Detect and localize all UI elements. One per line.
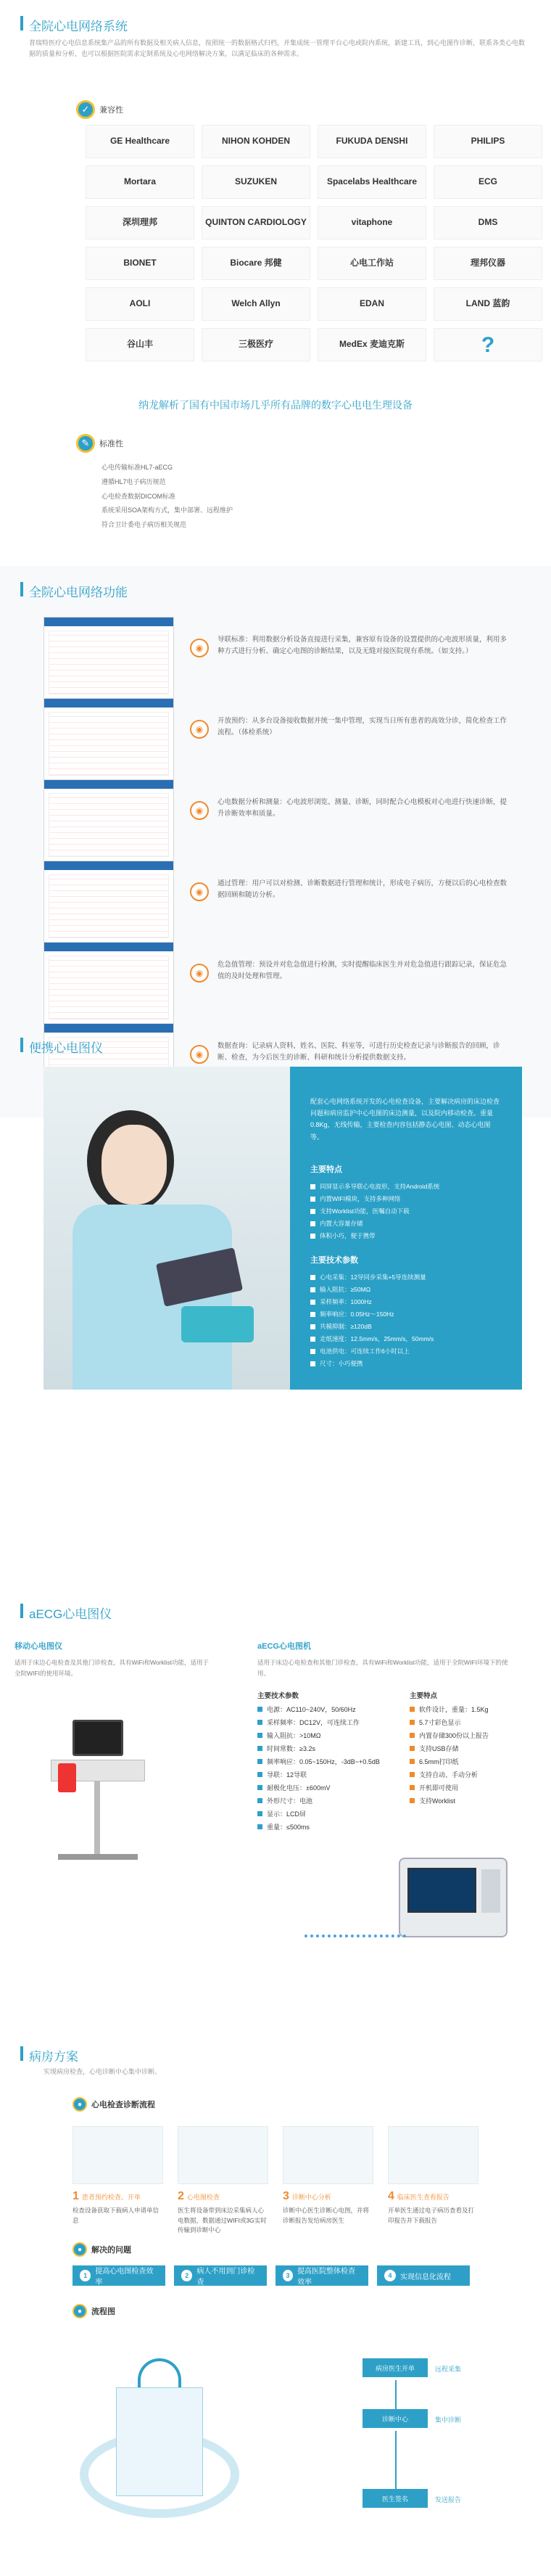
portable-ecg-hero	[44, 1067, 522, 1390]
bullet-icon	[257, 1772, 262, 1777]
spec-text: 同屏显示多导联心电波形，支持Android系统	[320, 1182, 440, 1190]
cart-cable	[58, 1763, 76, 1792]
section-marker	[20, 16, 23, 30]
spec-item	[310, 1218, 500, 1230]
process-title-badge	[72, 2304, 115, 2318]
problem-text: 病人不用到门诊检查	[196, 2268, 255, 2286]
feature-text: 危急值管理：预设并对危急值进行检测，实时提醒临床医生并对危急值进行跟踪记录，保证危急值的及时处理和管理。	[218, 961, 508, 981]
brand-logo: Welch Allyn	[202, 287, 310, 321]
problem-icon: ●	[72, 2242, 87, 2257]
spec-item	[257, 1755, 395, 1768]
cart-monitor	[72, 1720, 123, 1756]
step-number: 3	[283, 2190, 289, 2202]
spec-item	[310, 1296, 500, 1308]
bullet-icon	[410, 1785, 415, 1790]
spec-text: 6.5mm打印纸	[419, 1757, 459, 1765]
cart-base	[58, 1854, 138, 1860]
spec-text: 输入阻抗：>10MΩ	[267, 1731, 321, 1739]
aecg-tech-list	[257, 1703, 395, 1834]
flow-label-collect: 远程采集	[435, 2366, 462, 2373]
std-label: 标准性	[99, 440, 123, 448]
brand-logo: GE Healthcare	[86, 125, 194, 158]
device-screen	[407, 1868, 476, 1913]
feature-screenshot	[44, 698, 174, 784]
flow-icon: ●	[72, 2097, 87, 2112]
bullet-icon	[410, 1746, 415, 1751]
problem-number: 4	[384, 2270, 396, 2281]
hospital-building	[116, 2387, 203, 2496]
step-header	[72, 2190, 141, 2203]
brand-logo: Biocare 邦健	[202, 247, 310, 280]
flow-box-ward: 病房医生开单	[362, 2358, 428, 2377]
brand-logo: ECG	[434, 165, 542, 199]
spec-item	[410, 1755, 533, 1768]
bullet-icon	[310, 1209, 315, 1214]
spec-text: 开机即可使用	[419, 1784, 459, 1792]
section-marker	[20, 1038, 23, 1052]
spec-text: 共模抑制：≥120dB	[320, 1322, 372, 1330]
spec-text: 显示：LCD屏	[267, 1810, 307, 1818]
bullet-icon	[257, 1811, 262, 1816]
spec-text: 尺寸：小巧便携	[320, 1359, 363, 1367]
feature-screenshot	[44, 617, 174, 702]
flow-box-center: 诊断中心	[362, 2409, 428, 2428]
section-network-system	[0, 0, 551, 448]
spec-item	[310, 1181, 500, 1193]
spec-item	[257, 1742, 395, 1755]
cart-pole	[94, 1781, 100, 1854]
brand-logo: FUKUDA DENSHI	[318, 125, 426, 158]
brand-logo: Mortara	[86, 165, 194, 199]
step-number: 2	[178, 2190, 184, 2202]
spec-item	[310, 1358, 500, 1370]
ecg-module	[181, 1306, 254, 1342]
feature-screenshot	[44, 779, 174, 865]
spec-text: 重量：≤500ms	[267, 1823, 310, 1831]
section-title: aECG心电图仪	[29, 1607, 112, 1621]
bullet-icon	[310, 1312, 315, 1317]
bullet-icon	[257, 1759, 262, 1764]
compat-icon: ✓	[76, 100, 95, 119]
section-marker	[20, 582, 23, 596]
problem-number: 1	[80, 2270, 91, 2281]
spec-item	[410, 1794, 533, 1808]
brand-logo: vitaphone	[318, 206, 426, 239]
process-icon: ●	[72, 2304, 87, 2318]
spec-text: 耐极化电压：±600mV	[267, 1784, 331, 1792]
ward-intro: 实现病房检查，心电诊断中心集中诊断。	[44, 2068, 162, 2075]
spec-item	[410, 1742, 533, 1755]
bullet-icon	[257, 1798, 262, 1803]
brand-logo: 三极医疗	[202, 328, 310, 361]
spec-item	[257, 1716, 395, 1729]
flow-title-badge	[72, 2097, 155, 2112]
spec-text: 导联：12导联	[267, 1771, 307, 1779]
spec-text: 外形尺寸：电池	[267, 1797, 313, 1805]
brand-logo: QUINTON CARDIOLOGY	[202, 206, 310, 239]
spec-text: 采样频率：DC12V，可连续工作	[267, 1718, 360, 1726]
brand-logo: EDAN	[318, 287, 426, 321]
aecg-feat-title: 主要特点	[410, 1691, 438, 1700]
spec-item	[257, 1781, 395, 1794]
standards-list	[102, 461, 233, 533]
feature-icon: ◉	[190, 639, 209, 657]
step-number: 1	[72, 2190, 79, 2202]
feature-screenshot	[44, 942, 174, 1027]
bullet-icon	[257, 1824, 262, 1829]
brand-logo: SUZUKEN	[202, 165, 310, 199]
hero-tech	[310, 1271, 500, 1370]
compat-badge	[76, 100, 123, 119]
wifi-icon	[138, 2358, 181, 2387]
bullet-icon	[257, 1720, 262, 1725]
problem-title: 解决的问题	[91, 2246, 131, 2255]
step-illustration	[72, 2126, 163, 2184]
spec-text: 内置WIFI模块，支持多种网络	[320, 1194, 401, 1202]
aecg-panel	[257, 1640, 533, 1834]
flow-arrow-2	[395, 2431, 397, 2489]
feature-screenshot	[44, 861, 174, 946]
brand-logo: BIONET	[86, 247, 194, 280]
brand-logo: 深圳理邦	[86, 206, 194, 239]
flow-box-sign: 医生签名	[362, 2489, 428, 2508]
compat-label: 兼容性	[99, 106, 123, 115]
flow-label-diagnose: 集中诊断	[435, 2416, 462, 2424]
section-title: 全院心电网络系统	[29, 20, 128, 33]
spec-text: 输入阻抗：≥50MΩ	[320, 1285, 371, 1293]
bullet-icon	[310, 1349, 315, 1354]
step-header	[283, 2190, 331, 2203]
headline: 纳龙解析了国有中国市场几乎所有品牌的数字心电电生理设备	[138, 399, 413, 411]
spec-text: 走纸速度：12.5mm/s，25mm/s，50mm/s	[320, 1334, 434, 1342]
aecg-desc: 适用于床边心电检查和其他门诊检查，具有WiFi和Worklist功能，适用于全院WIFI环境下的使用。	[257, 1659, 508, 1678]
standard-item: 系统采用SOA架构方式，集中部署、远程维护	[102, 506, 233, 514]
problem-text: 实现信息化流程	[400, 2273, 451, 2281]
section-title: 便携心电图仪	[29, 1041, 103, 1055]
spec-item	[410, 1729, 533, 1742]
bullet-icon	[410, 1720, 415, 1725]
spec-item	[257, 1821, 395, 1834]
spec-text: 频率响应：0.05Hz～150Hz	[320, 1310, 394, 1318]
brand-logo: 理邦仪器	[434, 247, 542, 280]
spec-text: 支持Worklist功能，医嘱自动下载	[320, 1207, 410, 1215]
section-marker	[20, 2046, 23, 2061]
spec-item	[257, 1703, 395, 1716]
bullet-icon	[257, 1746, 262, 1751]
feature-text: 心电数据分析和测量：心电波形浏览、测量、诊断，同时配合心电模板对心电进行快速诊断，提升诊断效率和质量。	[218, 798, 508, 819]
hero-panel	[290, 1067, 522, 1390]
nurse-face	[102, 1125, 167, 1205]
section-ward-header	[0, 2046, 551, 2075]
bullet-icon	[310, 1337, 315, 1342]
section-title: 全院心电网络功能	[29, 586, 128, 599]
spec-text: 内置大容量存储	[320, 1219, 363, 1227]
brand-logo: NIHON KOHDEN	[202, 125, 310, 158]
intro-text: 普瑞特医疗心电信息系统集产品的所有数据及相关病人信息，按照统一的数据格式归档，并集成统一管理平台心电或院内系统，新建工具，到心电图作诊断，联系各类心电数据的质量和分析，也可以根据医院需求定制系统及心电网络解决方案，以满足临床的各种需求。	[29, 39, 526, 58]
feature-icon: ◉	[190, 720, 209, 739]
step-header	[178, 2190, 220, 2203]
electrode-cables	[304, 1901, 406, 1937]
feature-text: 导联标准：利用数据分析设备直接进行采集，兼容原有设备的设置提供的心电波形质量，利用多种方式进行分析、确定心电图的诊断结果，以及无缝对接医院现有系统。（如支持。）	[218, 636, 508, 656]
spec-text: 体积小巧，便于携带	[320, 1231, 376, 1239]
bullet-icon	[310, 1197, 315, 1202]
step-desc: 诊断中心医生诊断心电图，并将诊断报告发给病房医生	[283, 2207, 370, 2224]
spec-item	[310, 1284, 500, 1296]
bullet-icon	[410, 1798, 415, 1803]
bullet-icon	[257, 1733, 262, 1738]
spec-item	[410, 1781, 533, 1794]
process-title: 流程图	[91, 2308, 115, 2316]
spec-text: 心电采集：12导同步采集+5导连续测量	[320, 1273, 426, 1281]
spec-text: 支持自动、手动分析	[419, 1771, 478, 1779]
spec-text: 采样频率：1000Hz	[320, 1297, 372, 1305]
device-body	[399, 1858, 508, 1937]
brand-logo: PHILIPS	[434, 125, 542, 158]
device-keys	[481, 1869, 500, 1913]
bullet-icon	[410, 1733, 415, 1738]
feature-text: 数据查询：记录病人资料，姓名、医院、科室等，可进行历史检查记录与诊断报告的回顾，诊断、检查，为今后医生的诊断、科研和统计分析提供数据支持。	[218, 1042, 500, 1062]
aecg-device-illustration	[304, 1858, 515, 1952]
problem-text: 提高医院整体检查效率	[297, 2268, 356, 2286]
step-illustration	[178, 2126, 268, 2184]
section-aecg-header	[0, 1604, 551, 1633]
bullet-icon	[410, 1759, 415, 1764]
brand-logo: DMS	[434, 206, 542, 239]
mobile-ecg-title: 移动心电图仪	[14, 1642, 62, 1651]
flow-label-send: 发送报告	[435, 2496, 462, 2503]
bullet-icon	[410, 1707, 415, 1712]
brand-logo: 谷山丰	[86, 328, 194, 361]
feature-text: 开放预约：从多台设备接收数据并统一集中管理，实现当日所有患者的高效分诊，简化检查工作流程。（体检系统）	[218, 717, 508, 737]
feature-text: 通过管理：用户可以对检测、诊断数据进行管理和统计，形成电子病历，方便以后的心电检查数据回顾和随访分析。	[218, 879, 508, 900]
brand-logo: AOLI	[86, 287, 194, 321]
aecg-specs	[257, 1690, 533, 1834]
aecg-tech	[257, 1690, 395, 1834]
step-number: 4	[388, 2190, 394, 2202]
spec-item	[257, 1729, 395, 1742]
step-desc: 医生将设备带到床边采集病人心电数据，数据通过WIFI或3G实时传输到诊断中心	[178, 2207, 267, 2234]
standard-item: 遵循HL7电子病历规范	[102, 477, 166, 485]
spec-text: 电源：AC110~240V，50/60Hz	[267, 1705, 356, 1713]
spec-item	[310, 1230, 500, 1242]
spec-item	[310, 1321, 500, 1333]
bullet-icon	[310, 1234, 315, 1239]
feature-icon: ◉	[190, 964, 209, 983]
bullet-icon	[310, 1275, 315, 1280]
brand-logo: MedEx 麦迪克斯	[318, 328, 426, 361]
step-label: 心电图检查	[186, 2194, 220, 2201]
step-label: 诊断中心分析	[291, 2194, 331, 2201]
brand-logo: Spacelabs Healthcare	[318, 165, 426, 199]
problem-number: 3	[283, 2270, 293, 2281]
aecg-title: aECG心电图机	[257, 1642, 311, 1651]
bullet-icon	[310, 1221, 315, 1226]
step-header	[388, 2190, 450, 2203]
spec-item	[410, 1716, 533, 1729]
bullet-icon	[310, 1300, 315, 1305]
step-illustration	[388, 2126, 478, 2184]
standard-item: 心电传输标准HL7-aECG	[102, 464, 173, 471]
spec-text: 时间常数：≥3.2s	[267, 1744, 315, 1752]
flow-title: 心电检查诊断流程	[91, 2101, 155, 2109]
step-desc: 开单医生通过电子病历查看及打印报告并下载报告	[388, 2207, 475, 2224]
bullet-icon	[257, 1707, 262, 1712]
problem-text: 提高心电图检查效率	[95, 2268, 154, 2286]
feature-icon: ◉	[190, 801, 209, 820]
standard-item: 符合卫计委电子病历相关规范	[102, 521, 187, 529]
spec-item	[257, 1794, 395, 1808]
spec-item	[310, 1345, 500, 1358]
mobile-ecg-desc: 适用于床边心电检查及其他门诊检查，具有WiFi和Worklist功能，适用于全院WIFI的使用环境。	[14, 1659, 210, 1678]
mobile-ecg-panel	[14, 1640, 246, 1680]
hero-photo	[44, 1067, 290, 1390]
spec-text: 电池供电：可连续工作6小时以上	[320, 1347, 410, 1355]
spec-text: 内置存储300份以上报告	[419, 1731, 489, 1739]
problem-pill	[276, 2265, 368, 2286]
cart-illustration	[44, 1720, 152, 1879]
spec-item	[410, 1768, 533, 1781]
standard-item: 心电检查数据DICOM标准	[102, 492, 175, 500]
aecg-feat-list	[410, 1703, 533, 1808]
bullet-icon	[310, 1324, 315, 1329]
problem-pill	[72, 2265, 165, 2286]
problem-pill	[377, 2265, 470, 2286]
section-title: 病房方案	[29, 2050, 78, 2064]
brand-logo: 心电工作站	[318, 247, 426, 280]
hero-desc: 配套心电网络系统开发的心电检查设备，主要解决病房的床边检查问题和病房监护中心电图的床边测量，以及院内移动检查。重量0.8Kg，无线传输，主要检查内容包括静态心电图、动态心电图等。	[310, 1098, 500, 1141]
spec-text: 支持Worklist	[419, 1797, 455, 1805]
flow-arrow-1	[395, 2380, 397, 2409]
problem-pill	[174, 2265, 267, 2286]
spec-item	[257, 1768, 395, 1781]
std-badge	[76, 434, 123, 453]
aecg-feats	[410, 1690, 533, 1834]
bullet-icon	[310, 1184, 315, 1189]
bullet-icon	[410, 1772, 415, 1777]
step-label: 临床医生查看报告	[397, 2194, 450, 2201]
step-desc: 检查设备获取下载病人申请单信息	[72, 2207, 160, 2224]
bullet-icon	[310, 1361, 315, 1366]
section-portable-ecg-header	[0, 1030, 551, 1059]
spec-text: 软件设计，重量：1.5Kg	[419, 1705, 489, 1713]
step-illustration	[283, 2126, 373, 2184]
spec-item	[310, 1193, 500, 1205]
spec-item	[257, 1808, 395, 1821]
aecg-tech-title: 主要技术参数	[257, 1691, 299, 1700]
hero-features-title: 主要特点	[310, 1165, 342, 1174]
spec-text: 频率响应：0.05~150Hz，-3dB~+0.5dB	[267, 1757, 380, 1765]
spec-text: 5.7寸彩色显示	[419, 1718, 461, 1726]
hospital-illustration	[65, 2329, 246, 2547]
brand-logo: LAND 蓝韵	[434, 287, 542, 321]
brand-logo: ?	[434, 328, 542, 361]
spec-item	[310, 1271, 500, 1284]
bullet-icon	[257, 1785, 262, 1790]
spec-item	[310, 1205, 500, 1218]
bullet-icon	[310, 1287, 315, 1292]
hero-tech-title: 主要技术参数	[310, 1255, 358, 1265]
spec-item	[310, 1308, 500, 1321]
problem-number: 2	[181, 2270, 192, 2281]
spec-item	[310, 1333, 500, 1345]
feature-icon: ◉	[190, 882, 209, 901]
spec-item	[410, 1703, 533, 1716]
step-label: 患者预约检查、开单	[81, 2194, 141, 2201]
feature-icon: ◉	[190, 1045, 209, 1064]
section-marker	[20, 1604, 23, 1618]
hero-features	[310, 1181, 500, 1242]
spec-text: 支持USB存储	[419, 1744, 459, 1752]
std-icon: ✎	[76, 434, 95, 453]
problem-title-badge	[72, 2242, 131, 2257]
